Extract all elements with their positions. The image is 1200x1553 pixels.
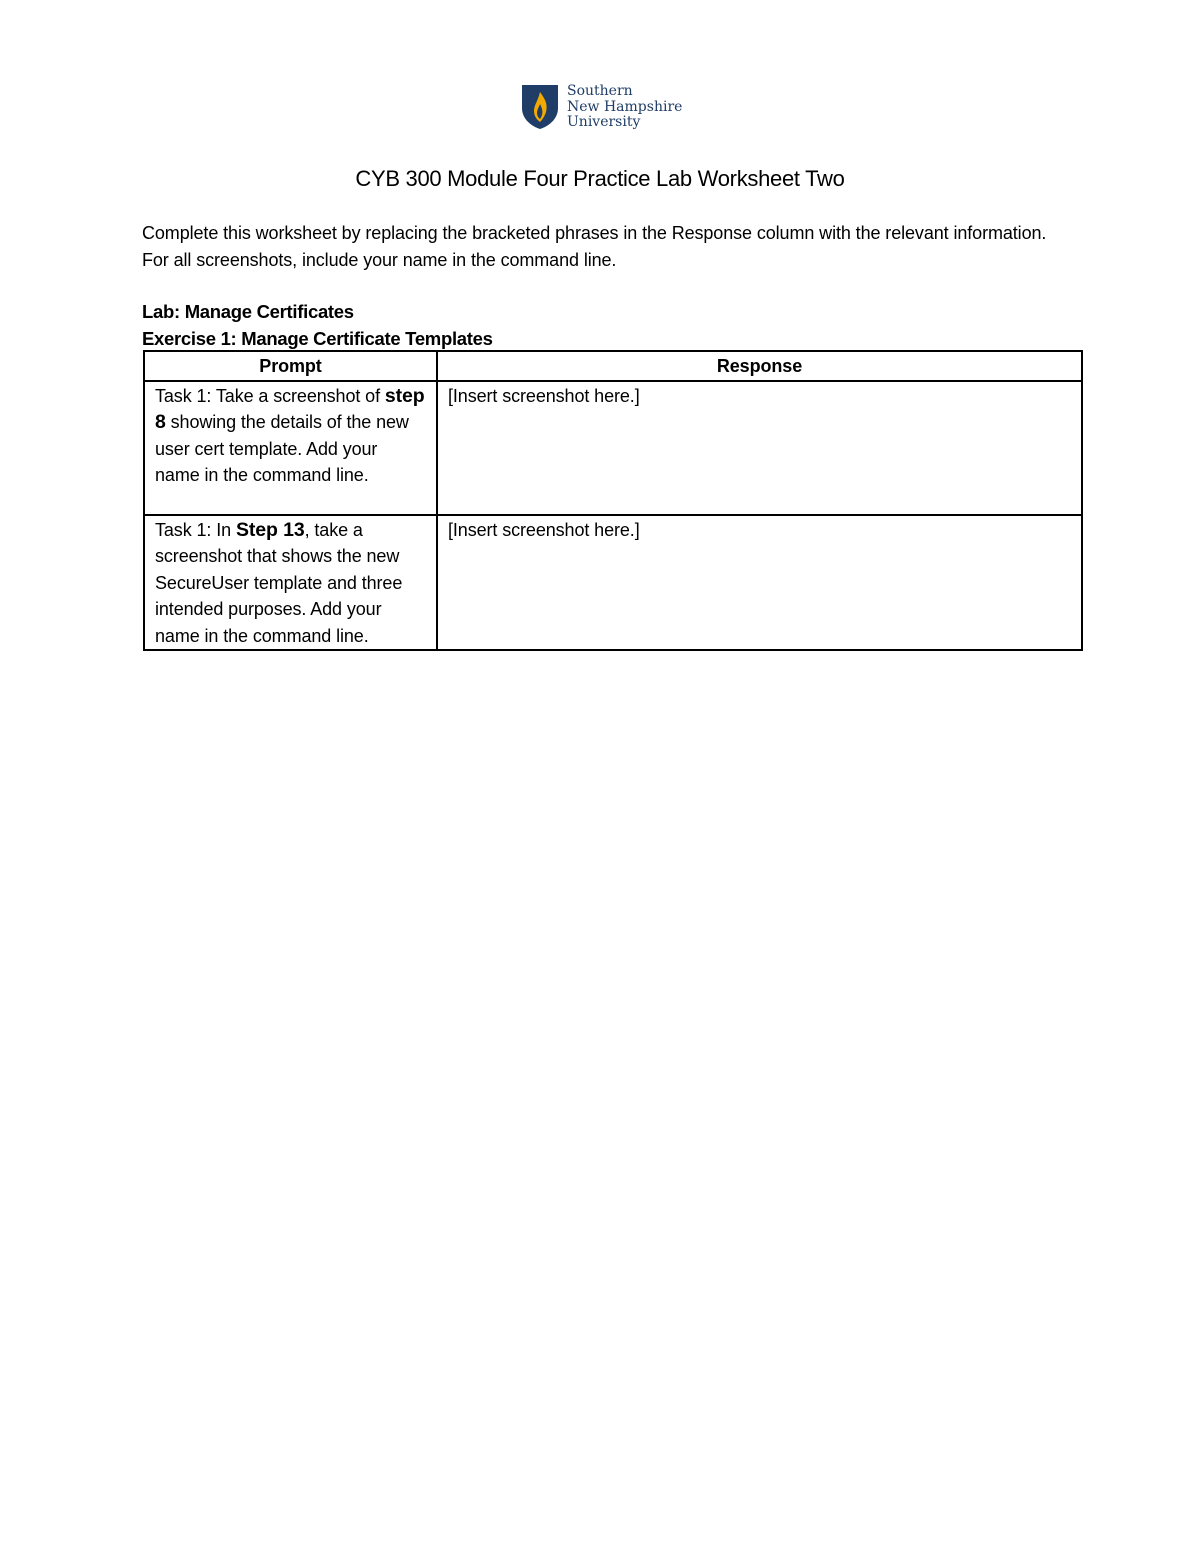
- instructions-paragraph: Complete this worksheet by replacing the bracketed phrases in the Response column with the relevant information. For all screenshots, include your name in the command line.: [142, 223, 1047, 270]
- prompt-text-rest: showing the details of the new user cert template. Add your name in the command line.: [155, 412, 409, 485]
- logo-wordmark: [567, 84, 682, 131]
- prompt-step-bold: step 8: [155, 384, 425, 433]
- logo-line-1: Southern: [567, 83, 633, 99]
- logo-line-3: University: [567, 114, 641, 130]
- prompt-text: Task 1: Take a screenshot of: [155, 385, 385, 406]
- response-placeholder[interactable]: [Insert screenshot here.]: [448, 519, 640, 540]
- document-title: CYB 300 Module Four Practice Lab Worksheet Two: [355, 166, 845, 191]
- table-row: [144, 381, 1082, 515]
- prompt-column-header: Prompt: [144, 351, 437, 381]
- table-header-row: [144, 351, 1082, 381]
- worksheet-table: [143, 350, 1083, 651]
- table-row: [144, 515, 1082, 651]
- prompt-step-bold: Step 13: [235, 518, 305, 541]
- response-column-header: Response: [437, 351, 1082, 381]
- logo-line-2: New Hampshire: [567, 98, 683, 115]
- prompt-text-rest: , take a screenshot that shows the new SecureUser template and three intended purposes. Add your name in the command line.: [155, 519, 403, 646]
- prompt-text: Task 1: In: [155, 519, 236, 540]
- prompt-cell: [144, 381, 437, 515]
- response-cell[interactable]: [437, 515, 1082, 651]
- prompt-cell: [144, 515, 437, 651]
- shield-flame-icon: [521, 84, 559, 130]
- response-placeholder[interactable]: [Insert screenshot here.]: [448, 385, 640, 406]
- snhu-logo: [521, 84, 691, 132]
- response-cell[interactable]: [437, 381, 1082, 515]
- lab-heading: Lab: Manage Certificates: [142, 301, 354, 322]
- exercise-heading: Exercise 1: Manage Certificate Templates: [142, 328, 493, 349]
